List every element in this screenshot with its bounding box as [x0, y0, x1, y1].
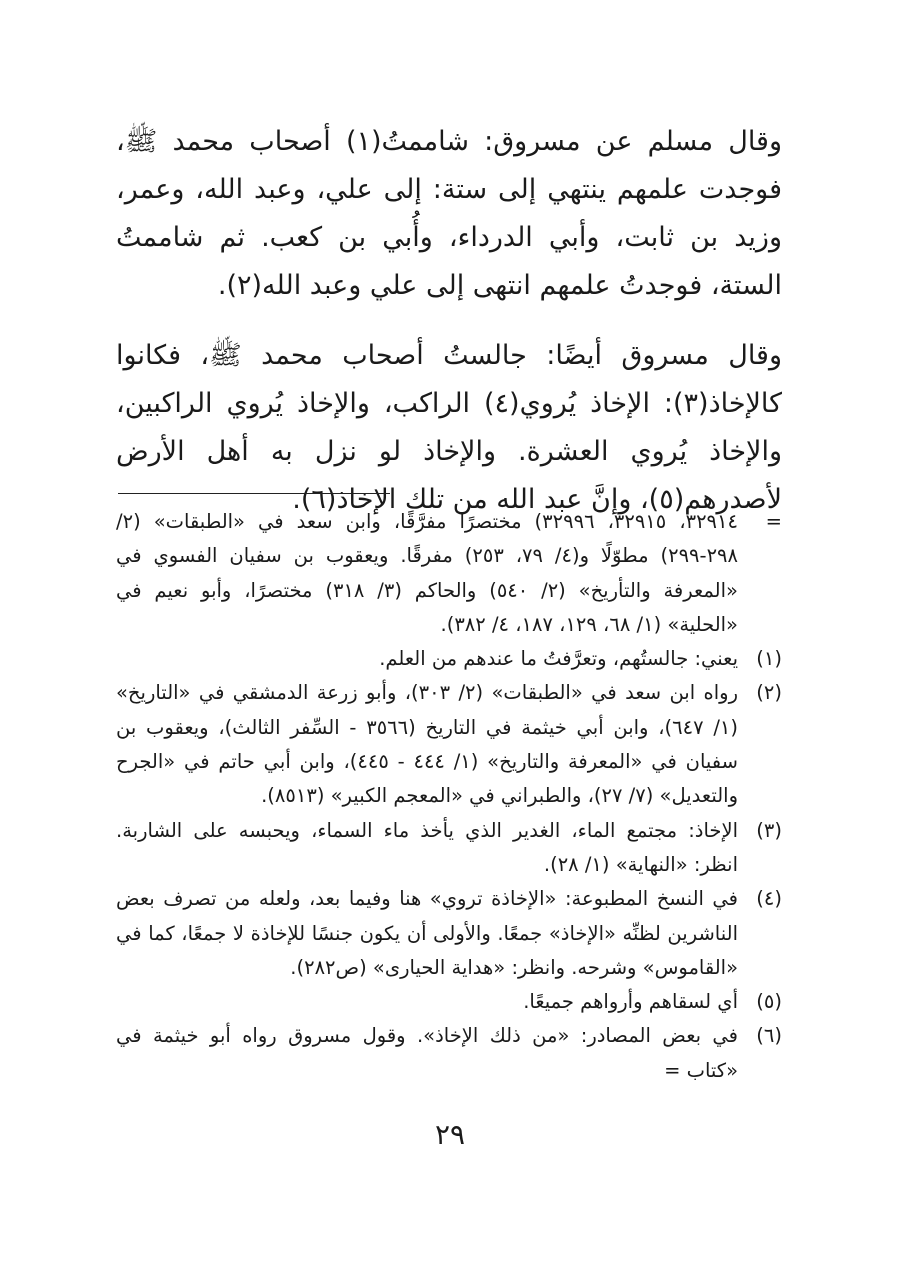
footnote-marker: = — [765, 510, 782, 533]
footnote-marker: (٦) — [756, 1024, 782, 1048]
footnote-text: في النسخ المطبوعة: «الإخاذة تروي» هنا وفيما بعد، ولعله من تصرف بعض الناشرين لظنِّه «الإخاذ» جمعًا. والأولى أن يكون جنسًا للإخاذة لا جمعًا، كما في «القاموس» وشرحه. وانظر: «هداية الحيارى» (ص٢٨٢). — [116, 887, 738, 979]
footnote-marker: (١) — [756, 647, 782, 671]
footnote-marker: (٤) — [756, 887, 782, 911]
footnote-text: ٣٢٩١٤، ٣٢٩١٥، ٣٢٩٩٦) مختصرًا مفرَّقًا، وابن سعد في «الطبقات» (٢/ ٢٩٨-٢٩٩) مطوّلًا و(٤/ ٧٩، ٢٥٣) مفرقًا. ويعقوب بن سفيان الفسوي في «المعرفة والتأريخ» (٢/ ٥٤٠) والحاكم (٣/ ٣١٨) مختصرًا، وأبو نعيم في «الحلية» (١/ ٦٨، ١٢٩، ١٨٧، ٤/ ٣٨٢). — [116, 510, 738, 636]
footnote-marker: (٢) — [756, 681, 782, 705]
footnote-text: يعني: جالستُهم، وتعرَّفتُ ما عندهم من العلم. — [379, 647, 738, 671]
footnotes — [116, 505, 782, 1088]
footnote-2 — [116, 676, 782, 813]
main-paragraph-1: وقال مسلم عن مسروق: شاممتُ(١) أصحاب محمد ﷺ، فوجدت علمهم ينتهي إلى ستة: إلى علي، وعبد الله، وعمر، وزيد بن ثابت، وأبي الدرداء، وأُبي بن كعب. ثم شاممتُ الستة، فوجدتُ علمهم انتهى إلى علي وعبد الله(٢). — [116, 126, 782, 301]
footnote-6 — [116, 1019, 782, 1088]
footnote-5 — [116, 985, 782, 1019]
footnote-continuation — [116, 505, 782, 642]
footnote-1 — [116, 642, 782, 676]
footnote-text: رواه ابن سعد في «الطبقات» (٢/ ٣٠٣)، وأبو زرعة الدمشقي في «التاريخ» (١/ ٦٤٧)، وابن أبي خيثمة في التاريخ (٣٥٦٦ - السِّفر الثالث)، ويعقوب بن سفيان في «المعرفة والتاريخ» (١/ ٤٤٤ - ٤٤٥)، وابن أبي حاتم في «الجرح والتعديل» (٧/ ٢٧)، والطبراني في «المعجم الكبير» (٨٥١٣). — [116, 681, 739, 808]
footnote-text: أي لسقاهم وأرواهم جميعًا. — [523, 990, 738, 1014]
main-text — [116, 118, 782, 524]
footnote-text: الإخاذ: مجتمع الماء، الغدير الذي يأخذ ماء السماء، ويحبسه على الشاربة. انظر: «النهاية» (١/ ٢٨). — [116, 818, 738, 876]
footnote-3 — [116, 814, 782, 883]
footnote-marker: (٣) — [756, 818, 782, 842]
main-paragraph-2: وقال مسروق أيضًا: جالستُ أصحاب محمد ﷺ، فكانوا كالإخاذ(٣): الإخاذ يُروي(٤) الراكب، والإخاذ يُروي الراكبين، والإخاذ يُروي العشرة. والإخاذ لو نزل به أهل الأرض لأصدرهم(٥)، وإنَّ عبد الله من تلك الإخاذ(٦). — [116, 340, 782, 515]
footnote-4 — [116, 882, 782, 985]
footnote-marker: (٥) — [756, 990, 782, 1014]
footnote-text: في بعض المصادر: «من ذلك الإخاذ». وقول مسروق رواه أبو خيثمة في «كتاب = — [116, 1024, 738, 1082]
footnote-separator — [118, 493, 390, 494]
page-number: ٢٩ — [434, 1118, 466, 1151]
